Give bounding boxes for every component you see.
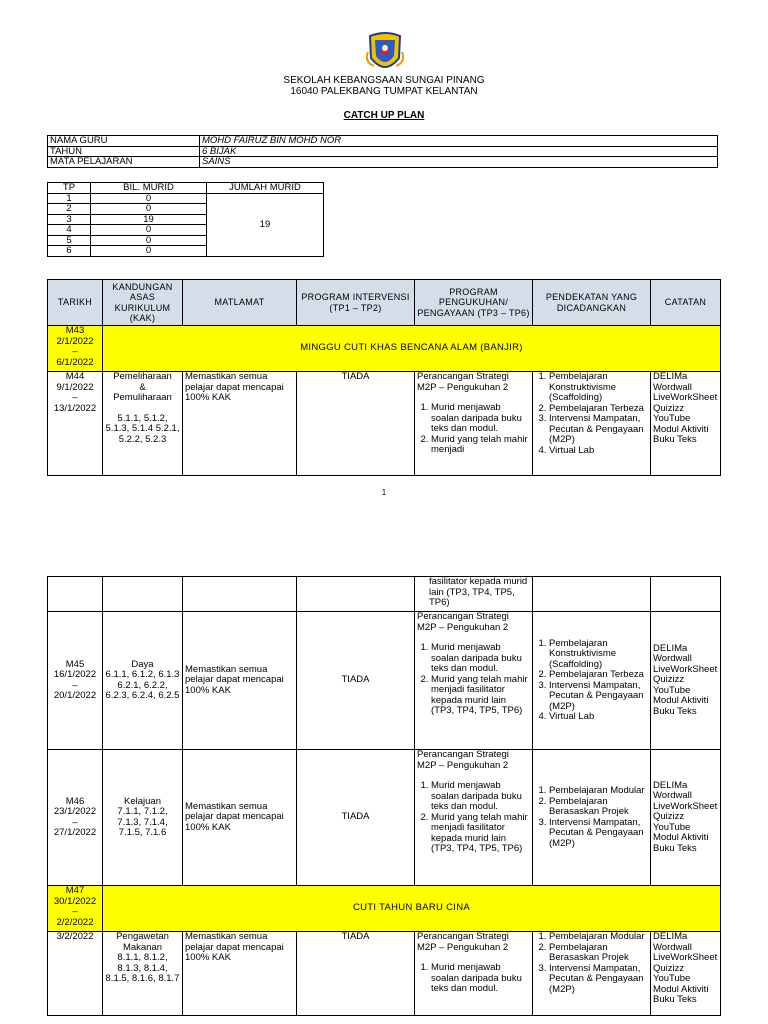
resource-item: Buku Teks (653, 842, 697, 854)
date-dash: – (72, 906, 78, 917)
holiday-row (48, 326, 721, 372)
holiday-banner: MINGGU CUTI KHAS BENCANA ALAM (BANJIR) (103, 326, 721, 372)
empty-cell (183, 577, 297, 612)
table-row (48, 577, 721, 612)
catatan-cell (651, 932, 721, 1016)
pengukuhan-cell (415, 932, 533, 1016)
resource-item: Quizizz (653, 962, 685, 974)
resource-item: LiveWorkSheet (653, 952, 718, 963)
approach-item: 1. Pembelajaran Modular (549, 786, 648, 797)
date-dash: – (72, 346, 78, 357)
week-label: M43 (65, 325, 85, 336)
strategy-heading: Perancangan Strategi M2P – Pengukuhan 2 (417, 371, 509, 393)
strategy-item: 1. Murid menjawab soalan daripada buku teks dan modul. (431, 643, 530, 675)
approach-item: 2. Pembelajaran Terbeza (549, 404, 648, 415)
resource-item: Wordwall (653, 381, 692, 393)
pengukuhan-cell (415, 372, 533, 476)
empty-cell (533, 577, 651, 612)
strategy-heading: Perancangan Strategi M2P – Pengukuhan 2 (417, 611, 509, 633)
table-row (48, 612, 721, 750)
tp-level: 3 (48, 214, 91, 225)
resource-item: DELIMa (653, 371, 688, 382)
school-address: 16040 PALEKBANG TUMPAT KELANTAN (290, 86, 478, 97)
pengukuhan-cell (415, 750, 533, 886)
resource-item: Wordwall (653, 790, 692, 802)
kak-topic: Pengawetan Makanan (116, 931, 169, 953)
info-label: MATA PELAJARAN (48, 157, 200, 168)
pendekatan-cell (533, 932, 651, 1016)
teacher-info-table (47, 135, 718, 168)
tp-count: 19 (91, 214, 207, 225)
holiday-row (48, 886, 721, 932)
date-start: 2/1/2022 (56, 335, 94, 347)
strategy-item: 1. Murid menjawab soalan daripada buku teks dan modul. (431, 403, 530, 435)
column-header: PROGRAM INTERVENSI (TP1 – TP2) (297, 280, 415, 326)
resource-item: LiveWorkSheet (653, 800, 718, 812)
date-end: 2/2/2022 (56, 916, 94, 928)
tp-level: 1 (48, 193, 91, 204)
tp-count: 0 (91, 246, 207, 257)
matlamat-cell: Memastikan semua pelajar dapat mencapai 100% KAK (183, 372, 297, 476)
date-dash: – (72, 679, 78, 691)
date-cell (48, 750, 103, 886)
school-name: SEKOLAH KEBANGSAAN SUNGAI PINANG (283, 75, 485, 86)
column-header: MATLAMAT (183, 280, 297, 326)
approach-item: 3. Intervensi Mampatan, Pecutan & Pengayaan (M2P) (549, 414, 648, 446)
week-label: M44 (65, 371, 85, 382)
resource-item: YouTube (653, 684, 691, 696)
date-start: 23/1/2022 (53, 806, 97, 817)
kak-topic: Kelajuan (124, 795, 161, 807)
pendekatan-cell (533, 372, 651, 476)
column-header: CATATAN (651, 280, 721, 326)
kak-cell (103, 372, 183, 476)
holiday-banner: CUTI TAHUN BARU CINA (103, 886, 721, 932)
intervensi-cell: TIADA (297, 932, 415, 1016)
strategy-item: 2. Murid yang telah mahir menjadi fasilitator kepada murid lain (TP3, TP4, TP5, TP6) (431, 813, 530, 855)
strategy-heading: Perancangan Strategi M2P – Pengukuhan 2 (417, 749, 509, 771)
tp-count: 0 (91, 225, 207, 236)
empty-cell (103, 577, 183, 612)
date-cell (48, 326, 103, 372)
column-header: PROGRAM PENGUKUHAN/ PENGAYAAN (TP3 – TP6) (415, 280, 533, 326)
kak-cell (103, 750, 183, 886)
catch-up-table-page2 (47, 576, 721, 1016)
resource-item: YouTube (653, 821, 691, 833)
approach-item: 4. Virtual Lab (549, 712, 648, 723)
matlamat-cell: Memastikan semua pelajar dapat mencapai 100% KAK (183, 612, 297, 750)
matlamat-cell: Memastikan semua pelajar dapat mencapai 100% KAK (183, 750, 297, 886)
tp-total: 19 (207, 193, 324, 256)
date-cell (48, 932, 103, 1016)
strategy-item: 1. Murid menjawab soalan daripada buku teks dan modul. (431, 963, 530, 995)
resource-item: Wordwall (653, 653, 692, 665)
approach-item: 2. Pembelajaran Berasaskan Projek (549, 797, 648, 818)
approach-item: 2. Pembelajaran Terbeza (549, 670, 648, 681)
info-value: MOHD FAIRUZ BIN MOHD NOR (200, 136, 718, 147)
approach-item: 3. Intervensi Mampatan, Pecutan & Pengayaan (M2P) (549, 818, 648, 850)
date-cell (48, 886, 103, 932)
strategy-item: 1. Murid menjawab soalan daripada buku teks dan modul. (431, 781, 530, 813)
kak-codes: 7.1.1, 7.1.2, 7.1.3, 7.1.4, 7.1.5, 7.1.6 (117, 806, 168, 838)
resource-item: Quizizz (653, 674, 685, 686)
intervensi-cell: TIADA (297, 750, 415, 886)
empty-cell (48, 577, 103, 612)
pendekatan-cell (533, 612, 651, 750)
approach-item: 1. Pembelajaran Konstruktivisme (Scaffolding) (549, 372, 648, 404)
catch-up-table-page1 (47, 279, 721, 476)
date-start: 3/2/2022 (56, 931, 94, 942)
date-dash: – (72, 816, 78, 828)
resource-item: DELIMa (653, 779, 688, 791)
column-header: TARIKH (48, 280, 103, 326)
approach-item: 1. Pembelajaran Modular (549, 932, 648, 943)
date-start: 16/1/2022 (53, 669, 97, 680)
resource-item: Wordwall (653, 941, 692, 953)
info-value: SAINS (200, 157, 718, 168)
approach-item: 2. Pembelajaran Berasaskan Projek (549, 943, 648, 964)
resource-item: Buku Teks (653, 434, 697, 445)
tp-header: JUMLAH MURID (207, 183, 324, 194)
date-end: 27/1/2022 (53, 827, 97, 838)
tp-level: 6 (48, 246, 91, 257)
intervensi-cell: TIADA (297, 612, 415, 750)
date-end: 6/1/2022 (56, 356, 94, 368)
approach-item: 3. Intervensi Mampatan, Pecutan & Pengayaan (M2P) (549, 681, 648, 713)
table-row (48, 750, 721, 886)
resource-item: LiveWorkSheet (653, 392, 718, 403)
kak-topic: Pemeliharaan (113, 371, 172, 382)
info-label: TAHUN (48, 146, 200, 157)
resource-item: Quizizz (653, 811, 685, 823)
info-row (48, 136, 718, 147)
resource-item: YouTube (653, 973, 691, 984)
matlamat-cell: Memastikan semua pelajar dapat mencapai 100% KAK (183, 932, 297, 1016)
week-label: M46 (65, 795, 85, 807)
empty-cell (297, 577, 415, 612)
info-row (48, 157, 718, 168)
tp-count: 0 (91, 193, 207, 204)
page-number: 1 (381, 488, 387, 497)
resource-item: Modul Aktiviti (653, 695, 709, 707)
kak-topic: Daya (131, 658, 154, 670)
kak-cell (103, 932, 183, 1016)
catatan-cell (651, 750, 721, 886)
resource-item: DELIMa (653, 642, 688, 654)
resource-item: YouTube (653, 413, 691, 424)
tp-table (47, 182, 324, 257)
pendekatan-cell (533, 750, 651, 886)
school-crest-icon (366, 32, 404, 76)
table-row (48, 932, 721, 1016)
catatan-cell (651, 372, 721, 476)
week-label: M47 (65, 885, 85, 896)
date-end: 20/1/2022 (53, 690, 97, 701)
date-dash: – (72, 392, 78, 403)
resource-item: Buku Teks (653, 705, 697, 717)
resource-item: Modul Aktiviti (653, 983, 709, 995)
strategy-item: 2. Murid yang telah mahir menjadi (431, 435, 530, 456)
approach-item: 4. Virtual Lab (549, 446, 648, 457)
tp-count: 0 (91, 204, 207, 215)
kak-topic: & (139, 381, 146, 393)
tp-level: 2 (48, 204, 91, 215)
resource-item: Modul Aktiviti (653, 423, 709, 435)
date-start: 9/1/2022 (56, 381, 94, 393)
approach-item: 3. Intervensi Mampatan, Pecutan & Pengayaan (M2P) (549, 964, 648, 996)
date-cell (48, 612, 103, 750)
resource-item: Modul Aktiviti (653, 832, 709, 844)
strategy-item: 2. Murid yang telah mahir menjadi fasilitator kepada murid lain (TP3, TP4, TP5, TP6) (431, 675, 530, 717)
pengukuhan-cell (415, 612, 533, 750)
info-row (48, 146, 718, 157)
resource-item: DELIMa (653, 931, 688, 942)
strategy-continuation: fasilitator kepada murid lain (TP3, TP4, TP5, TP6) (429, 576, 528, 608)
resource-item: Quizizz (653, 402, 685, 414)
date-end: 13/1/2022 (53, 402, 97, 414)
strategy-heading: Perancangan Strategi M2P – Pengukuhan 2 (417, 931, 509, 953)
tp-header: TP (48, 183, 91, 194)
tp-level: 5 (48, 235, 91, 246)
page-title: CATCH UP PLAN (343, 110, 425, 121)
intervensi-cell: TIADA (297, 372, 415, 476)
pengukuhan-cell (415, 577, 533, 612)
week-label: M45 (65, 658, 85, 670)
catatan-cell (651, 612, 721, 750)
resource-item: Buku Teks (653, 994, 697, 1005)
date-start: 30/1/2022 (53, 895, 97, 907)
tp-header: BIL. MURID (91, 183, 207, 194)
tp-count: 0 (91, 235, 207, 246)
resource-item: LiveWorkSheet (653, 663, 718, 675)
kak-topic: Pemuliharaan (113, 392, 172, 403)
info-label: NAMA GURU (48, 136, 200, 147)
tp-level: 4 (48, 225, 91, 236)
kak-cell (103, 612, 183, 750)
kak-codes: 6.1.1, 6.1.2, 6.1.3 6.2.1, 6.2.2, 6.2.3, 6.2.4, 6.2.5 (105, 669, 180, 701)
info-value: 6 BIJAK (200, 146, 718, 157)
approach-item: 1. Pembelajaran Konstruktivisme (Scaffolding) (549, 639, 648, 671)
empty-cell (651, 577, 721, 612)
kak-codes: 8.1.1, 8.1.2, 8.1.3, 8.1.4, 8.1.5, 8.1.6, 8.1.7 (105, 952, 180, 984)
date-cell (48, 372, 103, 476)
column-header: KANDUNGAN ASAS KURIKULUM (KAK) (103, 280, 183, 326)
kak-codes: 5.1.1, 5.1.2, 5.1.3, 5.1.4 5.2.1, 5.2.2, 5.2.3 (105, 412, 180, 445)
table-row (48, 372, 721, 476)
column-header: PENDEKATAN YANG DICADANGKAN (533, 280, 651, 326)
